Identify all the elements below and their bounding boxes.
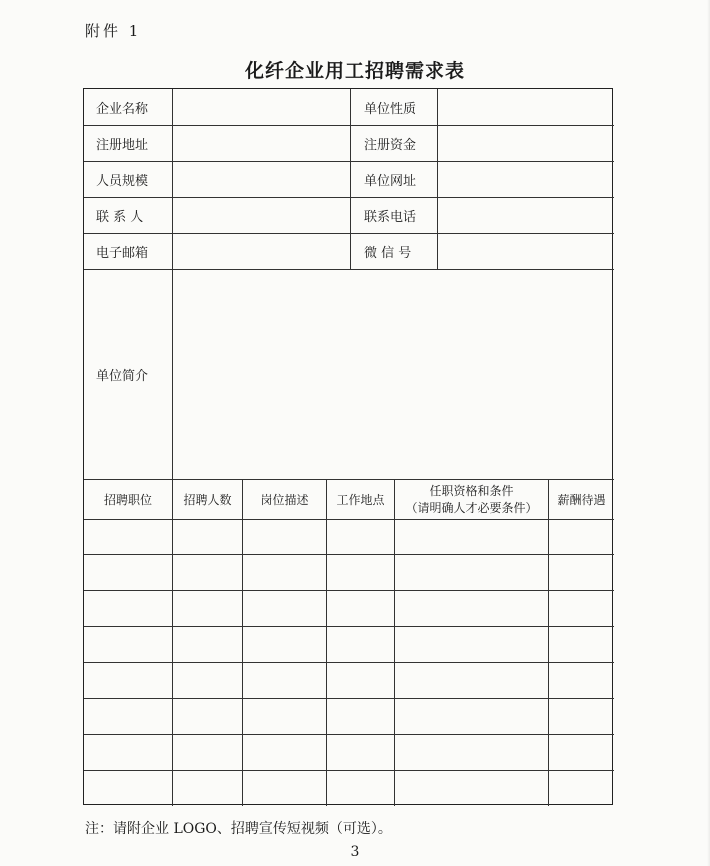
position-row-1-location-cell[interactable]	[327, 520, 394, 555]
position-row-3-description-cell[interactable]	[243, 591, 326, 626]
position-row-8-qualifications-cell[interactable]	[395, 771, 548, 806]
position-row-6-qualifications-cell[interactable]	[395, 699, 548, 734]
position-row-5-count-cell[interactable]	[173, 663, 242, 698]
page-number: 3	[350, 844, 360, 860]
contact-phone-label: 联系电话	[364, 210, 417, 225]
position-row-7-location-cell[interactable]	[327, 735, 394, 770]
position-row-5-salary-cell[interactable]	[549, 663, 614, 698]
position-row-3-salary-cell[interactable]	[549, 591, 614, 626]
contact-person-label: 联 系 人	[96, 210, 144, 225]
header-position: 招聘职位	[103, 493, 152, 507]
position-row-7-description-cell[interactable]	[243, 735, 326, 770]
email-label: 电子邮箱	[96, 246, 149, 261]
position-row-6-location-cell[interactable]	[327, 699, 394, 734]
header-qualifications-line1: 任职资格和条件	[429, 483, 514, 498]
header-qualifications-line2: （请明确人才必要条件）	[405, 500, 538, 515]
position-row-6-count-cell[interactable]	[173, 699, 242, 734]
company-intro-field[interactable]	[173, 270, 614, 479]
position-row-7-count-cell[interactable]	[173, 735, 242, 770]
position-row-4-qualifications-cell[interactable]	[395, 627, 548, 662]
position-row-2-description-cell[interactable]	[243, 555, 326, 590]
position-row-2-qualifications-cell[interactable]	[395, 555, 548, 590]
position-row-2-position-cell[interactable]	[84, 555, 172, 590]
registered-capital-field[interactable]	[438, 126, 614, 161]
registered-address-label: 注册地址	[96, 138, 149, 153]
position-row-7-salary-cell[interactable]	[549, 735, 614, 770]
position-row-1-position-cell[interactable]	[84, 520, 172, 555]
company-intro-label: 单位简介	[96, 369, 149, 384]
email-field[interactable]	[173, 234, 350, 269]
position-row-1-count-cell[interactable]	[173, 520, 242, 555]
company-name-field[interactable]	[173, 89, 350, 125]
header-count: 招聘人数	[183, 493, 232, 507]
header-qualifications	[395, 480, 548, 519]
position-row-3-location-cell[interactable]	[327, 591, 394, 626]
position-row-7-qualifications-cell[interactable]	[395, 735, 548, 770]
position-row-5-position-cell[interactable]	[84, 663, 172, 698]
attachment-label: 附件 1	[85, 22, 142, 40]
position-row-2-location-cell[interactable]	[327, 555, 394, 590]
position-row-6-salary-cell[interactable]	[549, 699, 614, 734]
position-row-8-count-cell[interactable]	[173, 771, 242, 806]
position-row-6-description-cell[interactable]	[243, 699, 326, 734]
position-row-4-salary-cell[interactable]	[549, 627, 614, 662]
recruitment-form-table	[83, 88, 613, 805]
position-row-1-salary-cell[interactable]	[549, 520, 614, 555]
wechat-field[interactable]	[438, 234, 614, 269]
footer-note: 注：请附企业 LOGO、招聘宣传短视频（可选）。	[85, 821, 392, 837]
header-description: 岗位描述	[260, 493, 309, 507]
contact-person-field[interactable]	[173, 198, 350, 233]
position-row-8-position-cell[interactable]	[84, 771, 172, 806]
position-row-5-qualifications-cell[interactable]	[395, 663, 548, 698]
position-row-2-salary-cell[interactable]	[549, 555, 614, 590]
position-row-7-position-cell[interactable]	[84, 735, 172, 770]
website-label: 单位网址	[364, 174, 417, 189]
position-row-8-location-cell[interactable]	[327, 771, 394, 806]
company-name-label: 企业名称	[96, 101, 149, 117]
position-row-3-count-cell[interactable]	[173, 591, 242, 626]
position-row-3-qualifications-cell[interactable]	[395, 591, 548, 626]
position-row-2-count-cell[interactable]	[173, 555, 242, 590]
position-row-3-position-cell[interactable]	[84, 591, 172, 626]
position-row-6-position-cell[interactable]	[84, 699, 172, 734]
registered-capital-label: 注册资金	[364, 138, 417, 153]
website-field[interactable]	[438, 162, 614, 197]
position-row-8-description-cell[interactable]	[243, 771, 326, 806]
company-type-field[interactable]	[438, 89, 614, 125]
position-row-5-description-cell[interactable]	[243, 663, 326, 698]
header-location: 工作地点	[336, 493, 385, 507]
position-row-8-salary-cell[interactable]	[549, 771, 614, 806]
wechat-label: 微 信 号	[364, 246, 412, 261]
position-row-4-location-cell[interactable]	[327, 627, 394, 662]
position-row-4-count-cell[interactable]	[173, 627, 242, 662]
position-row-4-position-cell[interactable]	[84, 627, 172, 662]
company-type-label: 单位性质	[364, 101, 417, 117]
position-row-4-description-cell[interactable]	[243, 627, 326, 662]
staff-size-label: 人员规模	[96, 174, 149, 189]
registered-address-field[interactable]	[173, 126, 350, 161]
header-salary: 薪酬待遇	[557, 493, 606, 507]
contact-phone-field[interactable]	[438, 198, 614, 233]
position-row-1-qualifications-cell[interactable]	[395, 520, 548, 555]
position-row-1-description-cell[interactable]	[243, 520, 326, 555]
form-title: 化纤企业用工招聘需求表	[244, 60, 465, 82]
staff-size-field[interactable]	[173, 162, 350, 197]
position-row-5-location-cell[interactable]	[327, 663, 394, 698]
